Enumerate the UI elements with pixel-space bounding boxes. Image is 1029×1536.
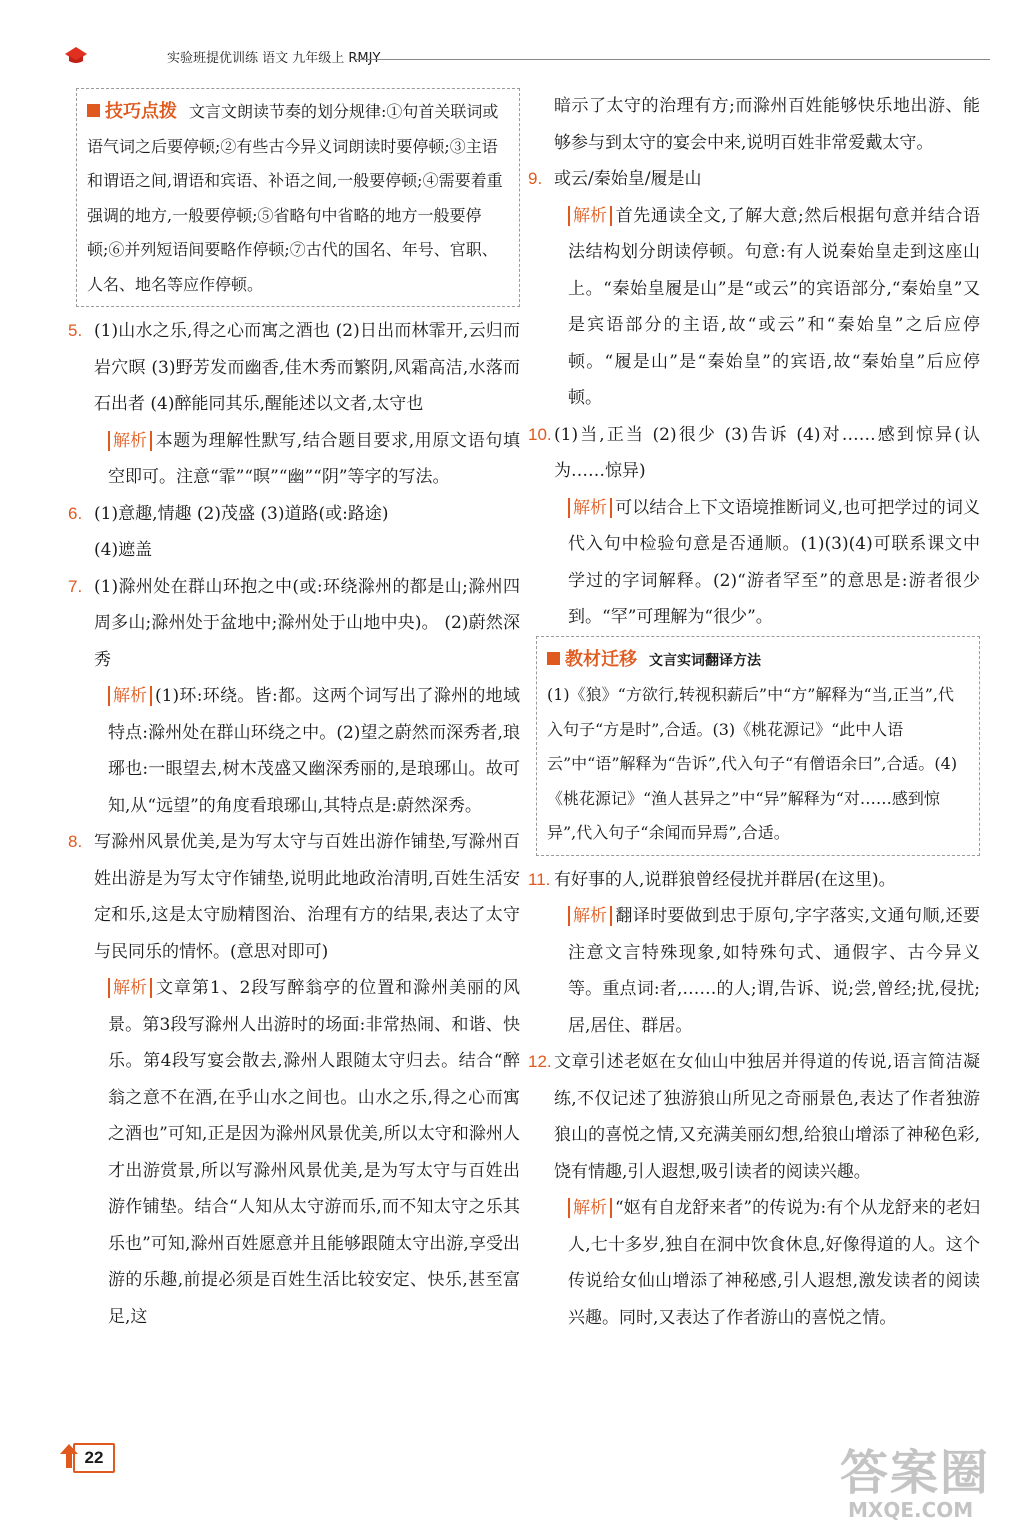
analysis [554,490,980,636]
watermark-url: MXQE.COM [848,1498,974,1522]
transfer-text: (1)《狼》“方欲行,转视积薪后”中“方”解释为“当,正当”,代入句子“方是时”,合适。(3)《桃花源记》“此中人语云”中“语”解释为“告诉”,代入句子“有僧语余曰”,合适。(4)《桃花源记》“渔人甚异之”中“异”解释为“对……感到惊异”,代入句子“余闻而异焉”,合适。 [547,685,958,842]
analysis-tag: 解析 [568,206,612,226]
question-8 [68,824,520,1335]
analysis-text: 本题为理解性默写,结合题目要求,用原文语句填空即可。注意“霏”“暝”“幽”“阴”等字的写法。 [108,430,520,487]
answer-text: (1)意趣,情趣 (2)茂盛 (3)道路(或:路途) [94,503,389,524]
analysis [554,1190,980,1336]
analysis-tag: 解析 [568,1198,612,1218]
tip-label: 技巧点拨 [87,101,177,122]
answer-text: 文章引述老妪在女仙山中独居并得道的传说,语言简洁凝练,不仅记述了独游狼山所见之奇丽景色,表达了作者独游狼山的喜悦之情,又充满美丽幻想,给狼山增添了神秘色彩,饶有情趣,引人遐想,吸引读者的阅读兴趣。 [554,1052,980,1182]
question-6 [68,496,520,569]
analysis-tag: 解析 [108,978,152,998]
analysis-text: “妪有自龙舒来者”的传说为:有个从龙舒来的老妇人,七十多岁,独自在洞中饮食休息,好像得道的人。这个传说给女仙山增添了神秘感,引人遐想,激发读者的阅读兴趣。同时,又表达了作者游山的喜悦之情。 [568,1198,980,1328]
analysis-text: 首先通读全文,了解大意;然后根据句意并结合语法结构划分朗读停顿。句意:有人说秦始皇走到这座山上。“秦始皇履是山”是“或云”的宾语部分,“秦始皇”又是宾语部分的主语,故“或云”和“秦始皇”之后应停顿。“履是山”是“秦始皇”的宾语,故“秦始皇”后应停顿。 [568,205,980,408]
question-number: 6. [68,503,83,523]
answer-text: 有好事的人,说群狼曾经侵扰并群居(在这里)。 [554,869,896,890]
analysis-tag: 解析 [568,906,612,926]
left-column [68,88,520,1335]
analysis-tag: 解析 [108,686,152,706]
question-10 [528,417,980,636]
question-5 [68,313,520,496]
question-8-continued: 暗示了太守的治理有方;而滁州百姓能够快乐地出游、能够参与到太守的宴会中来,说明百姓非常爱戴太守。 [554,96,980,153]
transfer-box [536,636,980,856]
analysis [94,423,520,496]
question-number: 9. [528,169,543,188]
transfer-subtitle: 文言实词翻译方法 [649,652,761,669]
page-number: 22 [73,1443,115,1473]
book-title: 实验班提优训练 语文 九年级上 RMJY [167,51,381,66]
analysis [554,198,980,417]
header-divider [355,59,990,60]
question-7 [68,569,520,825]
right-column [528,88,980,1336]
watermark-logo: 答案圈 [840,1445,991,1501]
answer-text-line2: (4)遮盖 [94,540,153,560]
analysis-tag: 解析 [108,431,152,451]
analysis [554,898,980,1044]
analysis-tag: 解析 [568,498,612,518]
analysis-text: 文章第1、2段写醉翁亭的位置和滁州美丽的风景。第3段写滁州人出游时的场面:非常热闹、和谐、快乐。第4段写宴会散去,滁州人跟随太守归去。结合“醉翁之意不在酒,在乎山水之间也。山水之乐,得之心而寓之酒也”可知,正是因为滁州风景优美,所以太守和滁州人才出游赏景,所以写滁州风景优美,是为写太守与百姓出游作铺垫。结合“人知从太守游而乐,而不知太守之乐其乐也”可知,滁州百姓愿意并且能够跟随太守出游,享受出游的乐趣,前提必须是百姓生活比较安定、快乐,甚至富足,这 [108,978,520,1327]
question-11 [528,862,980,1045]
question-number: 8. [68,832,83,851]
analysis [94,970,520,1335]
question-number: 5. [68,321,83,340]
question-12 [528,1044,980,1336]
question-number: 11. [528,869,551,889]
answer-text: (1)滁州处在群山环抱之中(或:环绕滁州的都是山;滁州四周多山;滁州处于盆地中;滁州处于山地中央)。 (2)蔚然深秀 [94,576,520,670]
transfer-label: 教材迁移 [547,649,637,670]
question-number: 7. [68,576,83,596]
question-number: 12. [528,1052,552,1071]
tip-text: 文言文朗读节奏的划分规律:①句首关联词或语气词之后要停顿;②有些古今异义词朗读时要停顿;③主语和谓语之间,谓语和宾语、补语之间,一般要停顿;④需要着重强调的地方,一般要停顿;⑤省略句中省略的地方一般要停顿;⑥并列短语间要略作停顿;⑦古代的国名、年号、官职、人名、地名等应作停顿。 [87,102,503,294]
analysis [94,678,520,824]
answer-text: 写滁州风景优美,是为写太守与百姓出游作铺垫,写滁州百姓出游是为写太守作铺垫,说明此地政治清明,百姓生活安定和乐,这是太守励精图治、治理有方的结果,表达了太守与民同乐的情怀。(意思对即可) [94,832,520,962]
question-9 [528,161,980,417]
answer-text: (1)当,正当 (2)很少 (3)告诉 (4)对……感到惊异(认为……惊异) [554,424,980,481]
analysis-text: (1)环:环绕。皆:都。这两个词写出了滁州的地域特点:滁州处在群山环绕之中。(2)望之蔚然而深秀者,琅琊也:一眼望去,树木茂盛又幽深秀丽的,是琅琊山。故可知,从“远望”的角度看琅琊山,其特点是:蔚然深秀。 [108,686,520,816]
book-logo-icon [63,44,89,66]
analysis-text: 可以结合上下文语境推断词义,也可把学过的词义代入句中检验句意是否通顺。(1)(3)(4)可联系课文中学过的字词解释。(2)“游者罕至”的意思是:游者很少到。“罕”可理解为“很少”。 [568,497,980,627]
answer-text: 或云/秦始皇/履是山 [554,169,702,189]
analysis-text: 翻译时要做到忠于原句,字字落实,文通句顺,还要注意文言特殊现象,如特殊句式、通假字、古今异义等。重点词:者,……的人;谓,告诉、说;尝,曾经;扰,侵扰;居,居住、群居。 [568,906,980,1036]
answer-text: (1)山水之乐,得之心而寓之酒也 (2)日出而林霏开,云归而岩穴暝 (3)野芳发而幽香,佳木秀而繁阴,风霜高洁,水落而石出者 (4)醉能同其乐,醒能述以文者,太守也 [94,321,520,414]
tip-box [76,88,520,307]
page-header [55,40,990,70]
question-number: 10. [528,424,552,444]
